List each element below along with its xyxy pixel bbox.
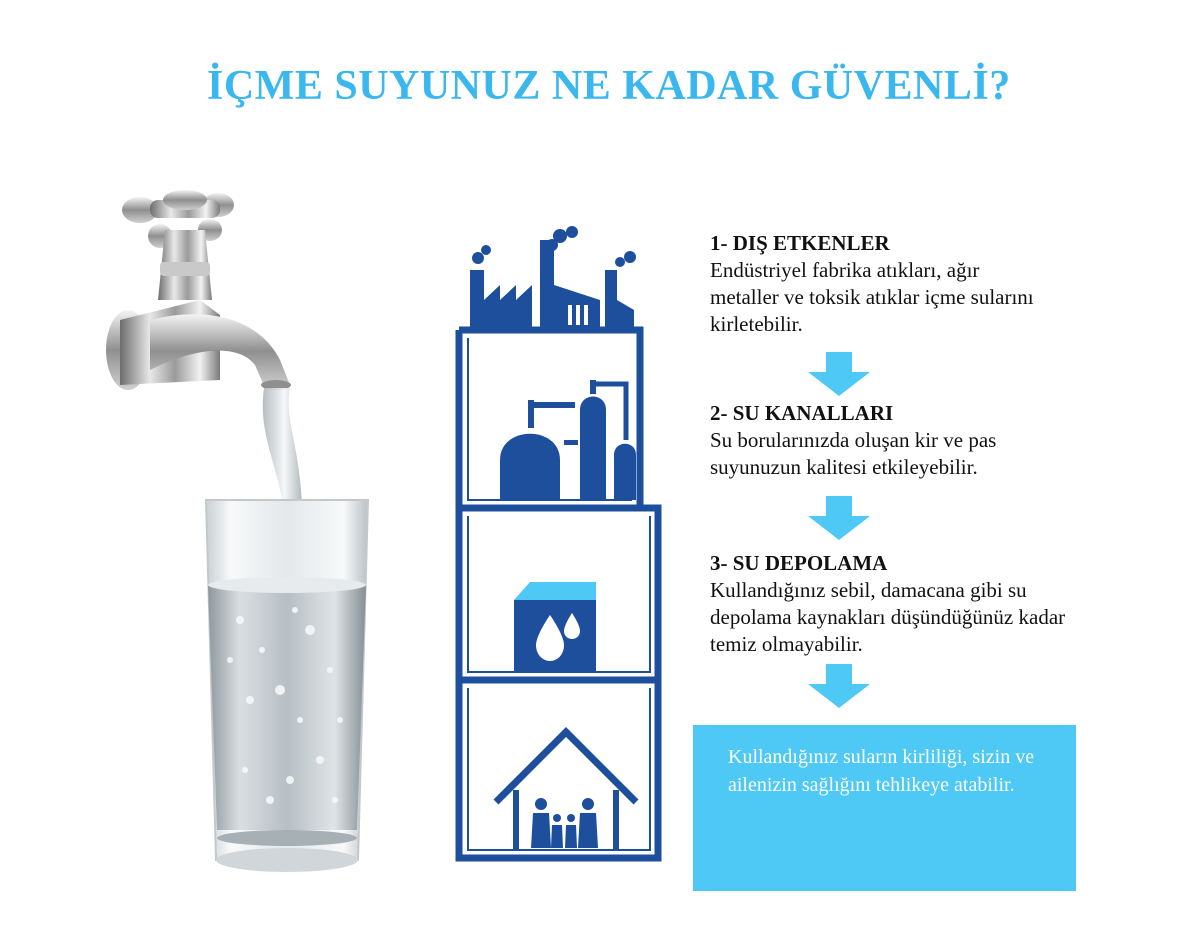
- faucet-icon: [106, 190, 291, 390]
- down-arrow-icon: [808, 496, 870, 540]
- page-title: İÇME SUYUNUZ NE KADAR GÜVENLİ?: [207, 63, 1011, 109]
- step-2: [710, 400, 1130, 481]
- refinery-icon: [500, 380, 636, 500]
- down-arrow-icon: [808, 664, 870, 708]
- step-1-heading: 1- DIŞ ETKENLER: [710, 231, 890, 255]
- step-2-heading: 2- SU KANALLARI: [710, 401, 894, 425]
- step-1-text: Endüstriyel fabrika atıkları, ağır metaller ve toksik atıklar içme sularını kirletebilir.: [710, 258, 1034, 336]
- water-glass-icon: [206, 500, 368, 872]
- step-3-heading: 3- SU DEPOLAMA: [710, 551, 888, 575]
- down-arrow-icon: [808, 352, 870, 396]
- step-1: [710, 230, 1130, 338]
- water-tank-icon: [514, 582, 596, 672]
- step-3-text: Kullandığınız sebil, damacana gibi su depolama kaynakları düşündüğünüz kadar temiz olmayabilir.: [710, 578, 1066, 656]
- warning-callout: [693, 725, 1076, 891]
- step-3: [710, 550, 1130, 658]
- step-2-text: Su borularınızda oluşan kir ve pas suyunuzun kalitesi etkileyebilir.: [710, 428, 997, 479]
- callout-text: Kullandığınız suların kirliliği, sizin ve ailenizin sağlığını tehlikeye atabilir.: [728, 746, 1035, 796]
- family-house-icon: [496, 732, 636, 850]
- factory-icon: [470, 226, 636, 330]
